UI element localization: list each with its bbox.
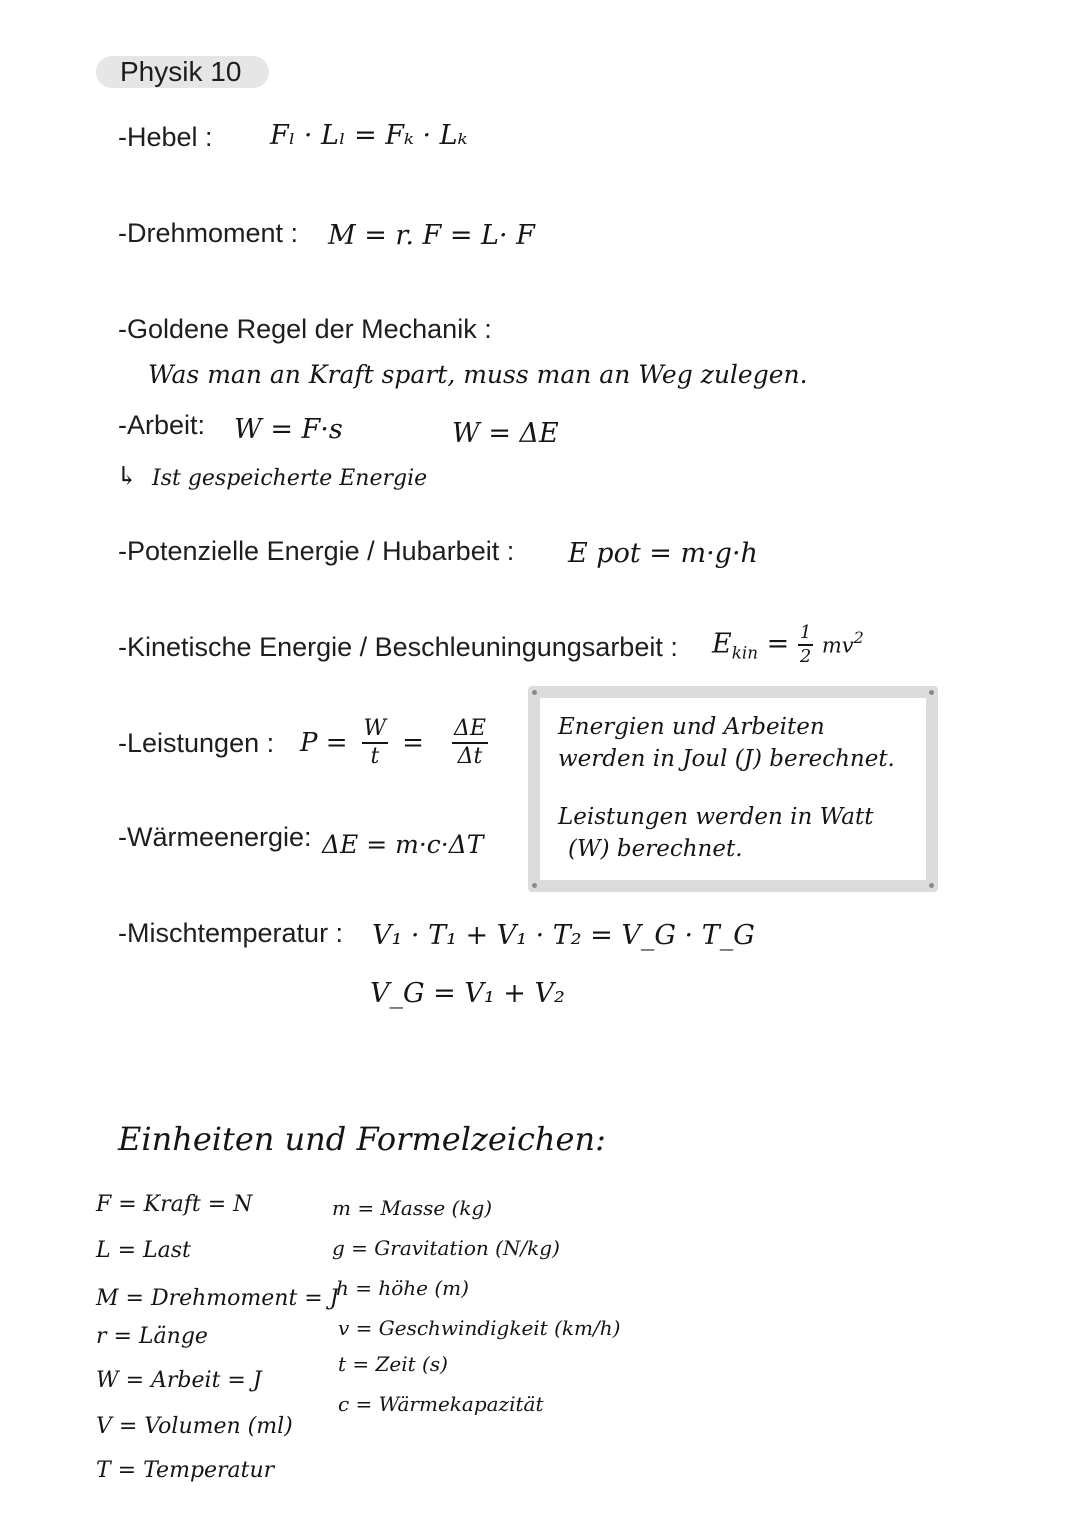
leistungen-eq: =	[402, 728, 424, 758]
note-line-3: Leistungen werden in Watt	[558, 804, 874, 830]
unit-right-item: c = Wärmekapazität	[338, 1392, 544, 1416]
leistungen-label: -Leistungen :	[118, 728, 275, 758]
note-line-2: werden in Joul (J) berechnet.	[558, 746, 895, 772]
page-title: Physik 10	[96, 56, 269, 88]
potenzielle-formula: E pot = m·g·h	[568, 538, 758, 569]
kinetische-formula	[712, 624, 864, 666]
potenzielle-label: -Potenzielle Energie / Hubarbeit :	[118, 536, 515, 566]
kinetische-exp: 2	[853, 627, 864, 647]
unit-right-item: g = Gravitation (N/kg)	[332, 1236, 560, 1260]
kinetische-frac: $\frac{1}{2}$	[799, 622, 812, 667]
unit-left-item: T = Temperatur	[96, 1458, 275, 1483]
goldene-regel-text: Was man an Kraft spart, muss man an Weg zulegen.	[148, 360, 808, 389]
kinetische-e: E	[712, 628, 732, 660]
unit-right-item: m = Masse (kg)	[332, 1196, 493, 1220]
drehmoment-formula: M = r. F = L· F	[328, 220, 535, 251]
misch-formula-2: V_G = V₁ + V₂	[370, 978, 565, 1009]
unit-right-item: h = höhe (m)	[336, 1276, 469, 1300]
arbeit-note: Ist gespeicherte Energie	[152, 466, 428, 491]
note-line-4: (W) berechnet.	[568, 836, 743, 862]
unit-left-item: F = Kraft = N	[96, 1192, 253, 1217]
goldene-regel-label: -Goldene Regel der Mechanik :	[118, 314, 492, 344]
note-dot-br	[929, 883, 934, 888]
kinetische-sub: kin	[731, 642, 758, 663]
note-box-inner	[540, 698, 926, 880]
drehmoment-label: -Drehmoment :	[118, 218, 299, 248]
note-dot-tr	[929, 690, 934, 695]
leistungen-formula	[300, 718, 488, 768]
misch-formula-1: V₁ · T₁ + V₁ · T₂ = V_G · T_G	[372, 920, 755, 951]
hebel-label: -Hebel :	[118, 122, 213, 152]
arbeit-label: -Arbeit:	[118, 410, 206, 440]
waerme-label: -Wärmeenergie:	[118, 822, 312, 852]
misch-label: -Mischtemperatur :	[118, 918, 344, 948]
kinetische-label: -Kinetische Energie / Beschleuningungsarbeit :	[118, 632, 678, 662]
unit-right-item: t = Zeit (s)	[338, 1352, 448, 1376]
note-dot-tl	[532, 690, 537, 695]
note-box	[528, 686, 938, 892]
note-dot-bl	[532, 883, 537, 888]
kinetische-eq: =	[766, 628, 790, 660]
arrow-icon: ↳	[116, 462, 138, 492]
unit-right-item: v = Geschwindigkeit (km/h)	[338, 1316, 621, 1340]
unit-left-item: L = Last	[96, 1238, 191, 1263]
kinetische-mv: mv	[821, 633, 854, 658]
note-line-1: Energien und Arbeiten	[558, 714, 825, 740]
arbeit-formula-2: W = ΔE	[452, 418, 559, 449]
hebel-formula: Fₗ · Lₗ = Fₖ · Lₖ	[270, 120, 468, 151]
leistungen-lhs: P =	[300, 728, 348, 758]
unit-left-item: V = Volumen (ml)	[96, 1414, 293, 1439]
waerme-formula: ΔE = m·c·ΔT	[322, 830, 484, 859]
unit-left-item: M = Drehmoment = J	[96, 1286, 339, 1311]
unit-left-item: r = Länge	[96, 1324, 208, 1349]
units-heading: Einheiten und Formelzeichen:	[118, 1120, 606, 1158]
leistungen-frac-1: $\frac{W}{t}$	[363, 716, 387, 769]
unit-left-item: W = Arbeit = J	[96, 1368, 262, 1393]
arbeit-formula-1: W = F·s	[234, 414, 343, 445]
leistungen-frac-2: $\frac{\Delta E}{\Delta t}$	[453, 716, 486, 769]
